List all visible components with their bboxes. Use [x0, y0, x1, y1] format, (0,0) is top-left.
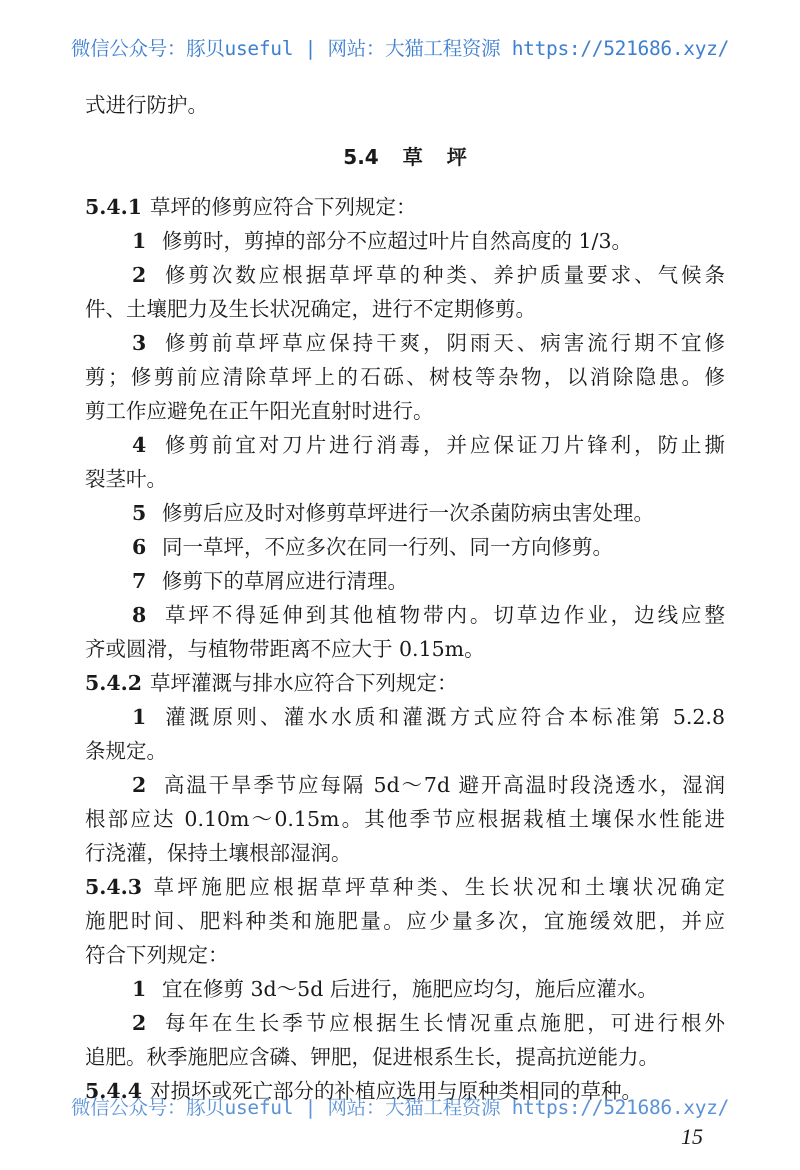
- list-item: [85, 326, 725, 428]
- text-line: [85, 904, 725, 938]
- line-text: 符合下列规定：: [85, 943, 229, 967]
- line-text: 每年在生长季节应根据生长情况重点施肥，可进行根外: [162, 1011, 725, 1035]
- text-line: [85, 972, 725, 1006]
- item-number: 7: [132, 569, 147, 593]
- text-line: [85, 836, 725, 870]
- line-text: 修剪下的草屑应进行清理。: [162, 569, 408, 593]
- text-line: [85, 632, 725, 666]
- line-text: 条规定。: [85, 739, 167, 763]
- line-text: 修剪前宜对刀片进行消毒，并应保证刀片锋利，防止撕: [162, 433, 725, 457]
- clause-paragraph: [85, 190, 725, 224]
- clause-number: 5.4.3: [85, 875, 143, 899]
- section-heading: [85, 140, 725, 174]
- document-body: [85, 88, 725, 1108]
- list-item: [85, 564, 725, 598]
- list-item: [85, 258, 725, 326]
- text-line: [85, 190, 725, 224]
- page-number: 15: [681, 1124, 703, 1149]
- line-text: 草坪灌溉与排水应符合下列规定：: [150, 671, 458, 695]
- line-text: 修剪前草坪草应保持干爽，阴雨天、病害流行期不宜修: [162, 331, 725, 355]
- text-line: [85, 666, 725, 700]
- clause-paragraph: [85, 666, 725, 700]
- clause-number: 5.4.2: [85, 671, 143, 695]
- line-text: 裂茎叶。: [85, 467, 167, 491]
- line-text: 宜在修剪 3d～5d 后进行，施肥应均匀，施后应灌水。: [162, 977, 658, 1001]
- text-line: [85, 428, 725, 462]
- line-text: 剪；修剪前应清除草坪上的石砾、树枝等杂物，以消除隐患。修: [85, 365, 725, 389]
- line-text: 灌溉原则、灌水水质和灌溉方式应符合本标准第 5.2.8: [162, 705, 725, 729]
- text-line: [85, 326, 725, 360]
- watermark-top: 微信公众号：豚贝useful | 网站：大猫工程资源 https://521686.xyz/: [70, 37, 730, 60]
- line-text: 追肥。秋季施肥应含磷、钾肥，促进根系生长，提高抗逆能力。: [85, 1045, 659, 1069]
- list-item: [85, 972, 725, 1006]
- text-line: [85, 462, 725, 496]
- line-text: 修剪次数应根据草坪草的种类、养护质量要求、气候条: [162, 263, 725, 287]
- text-line: [85, 938, 725, 972]
- item-number: 2: [132, 263, 147, 287]
- text-line: [85, 1040, 725, 1074]
- section-title-a: 草: [402, 145, 423, 169]
- item-number: 8: [132, 603, 147, 627]
- item-number: 1: [132, 977, 147, 1001]
- text-line: [85, 598, 725, 632]
- list-item: [85, 768, 725, 870]
- text-line: [85, 734, 725, 768]
- text-line: [85, 802, 725, 836]
- item-number: 6: [132, 535, 147, 559]
- paragraphs: [85, 190, 725, 1108]
- line-text: 对损坏或死亡部分的补植应选用与原种类相同的草种。: [150, 1079, 642, 1103]
- list-item: [85, 530, 725, 564]
- text-line: [85, 496, 725, 530]
- line-text: 修剪后应及时对修剪草坪进行一次杀菌防病虫害处理。: [162, 501, 654, 525]
- watermark-bottom: 微信公众号：豚贝useful | 网站：大猫工程资源 https://521686.xyz/: [70, 1096, 730, 1119]
- item-number: 2: [132, 773, 147, 797]
- list-item: [85, 598, 725, 666]
- intro-line: 式进行防护。: [85, 93, 208, 117]
- list-item: [85, 428, 725, 496]
- section-number: 5.4: [343, 145, 379, 169]
- clause-number: 5.4.1: [85, 195, 143, 219]
- text-line: [85, 360, 725, 394]
- text-line: [85, 768, 725, 802]
- item-number: 1: [132, 229, 147, 253]
- text-line: [85, 700, 725, 734]
- item-number: 2: [132, 1011, 147, 1035]
- line-text: 件、土壤肥力及生长状况确定，进行不定期修剪。: [85, 297, 536, 321]
- text-line: [85, 1006, 725, 1040]
- section-title-b: 坪: [446, 145, 467, 169]
- line-text: 草坪的修剪应符合下列规定：: [150, 195, 417, 219]
- line-text: 行浇灌，保持土壤根部湿润。: [85, 841, 352, 865]
- line-text: 施肥时间、肥料种类和施肥量。应少量多次，宜施缓效肥，并应: [85, 909, 725, 933]
- line-text: 同一草坪，不应多次在同一行列、同一方向修剪。: [162, 535, 613, 559]
- list-item: [85, 1006, 725, 1074]
- line-text: 修剪时，剪掉的部分不应超过叶片自然高度的 1/3。: [162, 229, 633, 253]
- text-line: [85, 224, 725, 258]
- clause-number: 5.4.4: [85, 1079, 143, 1103]
- clause-paragraph: [85, 870, 725, 972]
- line-text: 草坪施肥应根据草坪草种类、生长状况和土壤状况确定: [150, 875, 725, 899]
- item-number: 4: [132, 433, 147, 457]
- item-number: 3: [132, 331, 147, 355]
- line-text: 剪工作应避免在正午阳光直射时进行。: [85, 399, 434, 423]
- line-text: 草坪不得延伸到其他植物带内。切草边作业，边线应整: [162, 603, 725, 627]
- text-line: [85, 530, 725, 564]
- text-line: [85, 870, 725, 904]
- list-item: [85, 700, 725, 768]
- text-line: [85, 394, 725, 428]
- line-text: 高温干旱季节应每隔 5d～7d 避开高温时段浇透水，湿润: [162, 773, 725, 797]
- text-line: [85, 292, 725, 326]
- item-number: 1: [132, 705, 147, 729]
- line-text: 根部应达 0.10m～0.15m。其他季节应根据栽植土壤保水性能进: [85, 807, 725, 831]
- text-line: [85, 258, 725, 292]
- list-item: [85, 496, 725, 530]
- text-line: [85, 564, 725, 598]
- item-number: 5: [132, 501, 147, 525]
- list-item: [85, 224, 725, 258]
- line-text: 齐或圆滑，与植物带距离不应大于 0.15m。: [85, 637, 485, 661]
